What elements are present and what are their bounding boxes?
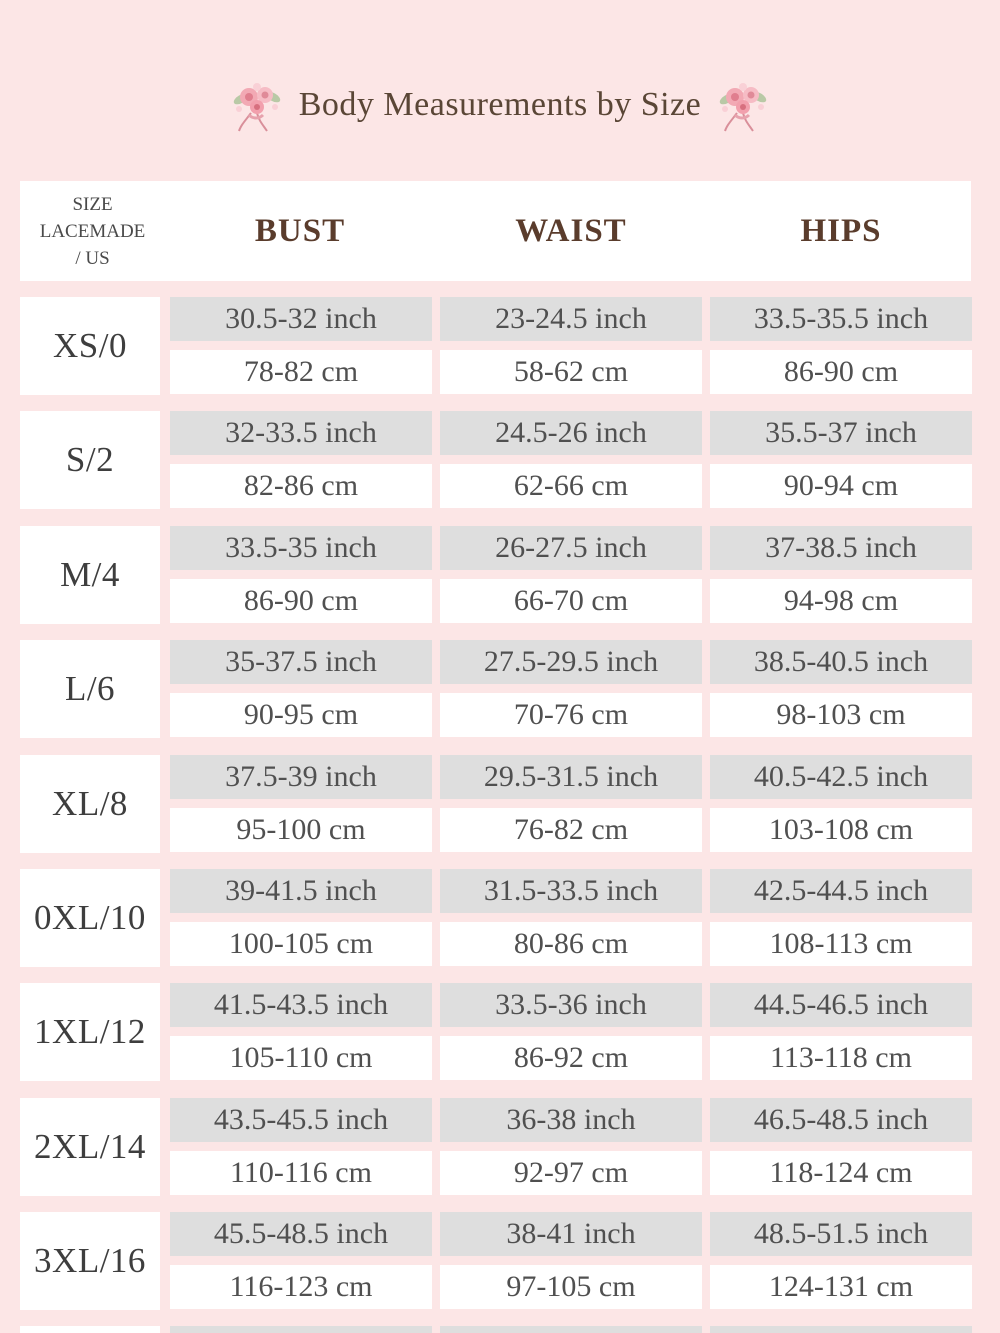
- cm-cell: 105-110 cm: [170, 1036, 432, 1080]
- cm-cell: 86-92 cm: [440, 1036, 702, 1080]
- inch-cell: 42.5-44.5 inch: [710, 869, 972, 913]
- cm-cell: 62-66 cm: [440, 464, 702, 508]
- size-header-line: / US: [75, 247, 110, 269]
- inch-cell: 40.5-42.5 inch: [710, 755, 972, 799]
- inch-cell: 43.5-45.5 inch: [170, 1098, 432, 1142]
- inch-cell: 23-24.5 inch: [440, 297, 702, 341]
- inch-cell: 35-37.5 inch: [170, 640, 432, 684]
- inch-cell: 45.5-48.5 inch: [170, 1212, 432, 1256]
- cm-cell: 66-70 cm: [440, 579, 702, 623]
- next-row-peek: [710, 1326, 972, 1333]
- cm-cell: 95-100 cm: [170, 808, 432, 852]
- next-row-peek: [20, 1326, 160, 1333]
- inch-cell: 27.5-29.5 inch: [440, 640, 702, 684]
- inch-cell: 31.5-33.5 inch: [440, 869, 702, 913]
- inch-cell: 33.5-35 inch: [170, 526, 432, 570]
- cm-cell: 58-62 cm: [440, 350, 702, 394]
- cm-cell: 124-131 cm: [710, 1265, 972, 1309]
- floral-bouquet-icon-left: [227, 75, 287, 135]
- cm-cell: 78-82 cm: [170, 350, 432, 394]
- cm-cell: 76-82 cm: [440, 808, 702, 852]
- cm-cell: 86-90 cm: [710, 350, 972, 394]
- cm-cell: 110-116 cm: [170, 1151, 432, 1195]
- size-label: 0XL/10: [20, 869, 160, 967]
- inch-cell: 48.5-51.5 inch: [710, 1212, 972, 1256]
- cm-cell: 86-90 cm: [170, 579, 432, 623]
- cm-cell: 97-105 cm: [440, 1265, 702, 1309]
- inch-cell: 32-33.5 inch: [170, 411, 432, 455]
- size-label: XL/8: [20, 755, 160, 853]
- cm-cell: 113-118 cm: [710, 1036, 972, 1080]
- inch-cell: 33.5-36 inch: [440, 983, 702, 1027]
- size-column-header: [20, 181, 165, 281]
- inch-cell: 44.5-46.5 inch: [710, 983, 972, 1027]
- size-label: 3XL/16: [20, 1212, 160, 1310]
- waist-column-header: WAIST: [515, 212, 627, 249]
- cm-cell: 98-103 cm: [710, 693, 972, 737]
- inch-cell: 46.5-48.5 inch: [710, 1098, 972, 1142]
- inch-cell: 24.5-26 inch: [440, 411, 702, 455]
- inch-cell: 33.5-35.5 inch: [710, 297, 972, 341]
- size-label: M/4: [20, 526, 160, 624]
- size-label: XS/0: [20, 297, 160, 395]
- next-row-peek: [440, 1326, 702, 1333]
- cm-cell: 100-105 cm: [170, 922, 432, 966]
- title-row: [0, 70, 1000, 140]
- cm-cell: 103-108 cm: [710, 808, 972, 852]
- inch-cell: 35.5-37 inch: [710, 411, 972, 455]
- inch-cell: 39-41.5 inch: [170, 869, 432, 913]
- size-label: S/2: [20, 411, 160, 509]
- inch-cell: 38-41 inch: [440, 1212, 702, 1256]
- size-label: 1XL/12: [20, 983, 160, 1081]
- inch-cell: 37-38.5 inch: [710, 526, 972, 570]
- cm-cell: 94-98 cm: [710, 579, 972, 623]
- size-label: L/6: [20, 640, 160, 738]
- size-header-line: LACEMADE: [39, 220, 146, 242]
- size-header-line: SIZE: [72, 193, 113, 215]
- cm-cell: 92-97 cm: [440, 1151, 702, 1195]
- page-title: Body Measurements by Size: [298, 86, 702, 123]
- inch-cell: 36-38 inch: [440, 1098, 702, 1142]
- inch-cell: 26-27.5 inch: [440, 526, 702, 570]
- inch-cell: 38.5-40.5 inch: [710, 640, 972, 684]
- size-label: 2XL/14: [20, 1098, 160, 1196]
- inch-cell: 37.5-39 inch: [170, 755, 432, 799]
- cm-cell: 90-94 cm: [710, 464, 972, 508]
- cm-cell: 116-123 cm: [170, 1265, 432, 1309]
- cm-cell: 90-95 cm: [170, 693, 432, 737]
- cm-cell: 82-86 cm: [170, 464, 432, 508]
- next-row-peek: [170, 1326, 432, 1333]
- bust-column-header: BUST: [254, 212, 346, 249]
- cm-cell: 80-86 cm: [440, 922, 702, 966]
- hips-column-header: HIPS: [800, 212, 882, 249]
- cm-cell: 118-124 cm: [710, 1151, 972, 1195]
- inch-cell: 41.5-43.5 inch: [170, 983, 432, 1027]
- inch-cell: 29.5-31.5 inch: [440, 755, 702, 799]
- table-header: [20, 181, 971, 281]
- cm-cell: 108-113 cm: [710, 922, 972, 966]
- inch-cell: 30.5-32 inch: [170, 297, 432, 341]
- floral-bouquet-icon-right: [713, 75, 773, 135]
- cm-cell: 70-76 cm: [440, 693, 702, 737]
